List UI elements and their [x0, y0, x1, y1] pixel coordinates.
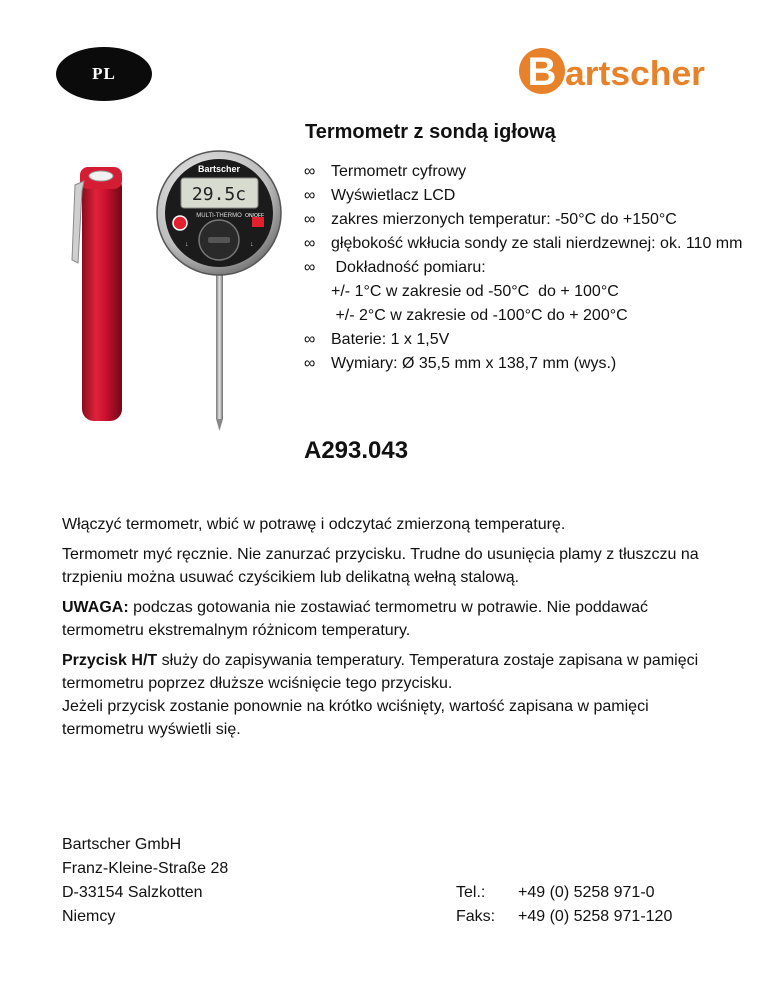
list-item: ∞ Dokładność pomiaru: +/- 1°C w zakresie od -50°C do + 100°C +/- 2°C w zakresie od -100°C do + 200°C: [304, 256, 744, 328]
country: Niemcy: [62, 908, 116, 925]
street: Franz-Kleine-Straße 28: [62, 860, 229, 877]
warning-paragraph: UWAGA: podczas gotowania nie zostawiać termometru w potrawie. Nie poddawać termometru ekstremalnym różnicom temperatury.: [62, 599, 649, 639]
device-button-label: ON/OFF: [245, 213, 264, 219]
instructions: [62, 513, 712, 748]
fax-row: [456, 905, 672, 929]
lcd-reading: 29.5c: [191, 184, 247, 205]
list-item: ∞ Wyświetlacz LCD: [304, 184, 744, 208]
feature-list: [304, 160, 744, 376]
fax-number: +49 (0) 5258 971-120: [518, 908, 673, 925]
device-model-label: MULTI-THERMO: [196, 213, 242, 219]
button-paragraph: Przycisk H/T służy do zapisywania temperatury. Temperatura zostaje zapisana w pamięci termometru poprzez dłuższe wciśnięcie tego przycisku.: [62, 652, 699, 692]
accuracy-line-1: +/- 1°C w zakresie od -50°C do + 100°C: [331, 283, 619, 300]
phone-label: Tel.:: [456, 884, 486, 901]
accuracy-line-2: +/- 2°C w zakresie od -100°C do + 200°C: [331, 307, 628, 324]
thermometer-illustration: [60, 145, 300, 445]
infinity-bullet-icon: ∞: [304, 331, 316, 348]
svg-text:artscher: artscher: [565, 55, 705, 93]
warning-label: UWAGA:: [62, 599, 129, 616]
product-title: Termometr z sondą igłową: [305, 121, 556, 143]
language-code: PL: [92, 64, 116, 83]
svg-text:↓: ↓: [250, 241, 254, 248]
infinity-bullet-icon: ∞: [304, 211, 316, 228]
svg-text:B: B: [527, 50, 557, 94]
infinity-bullet-icon: ∞: [304, 187, 316, 204]
phone-number: +49 (0) 5258 971-0: [518, 884, 655, 901]
fax-label: Faks:: [456, 908, 496, 925]
list-item: ∞ Termometr cyfrowy: [304, 160, 744, 184]
list-item: ∞ Baterie: 1 x 1,5V: [304, 328, 744, 352]
instruction-paragraph: Termometr myć ręcznie. Nie zanurzać przycisku. Trudne do usunięcia plamy z tłuszczu na trzpieniu można usuwać czyścikiem lub delikatną wełną stalową.: [62, 546, 699, 586]
instruction-paragraph: Jeżeli przycisk zostanie ponownie na krótko wciśnięty, wartość zapisana w pamięci termometru wyświetli się.: [62, 698, 649, 738]
device-brand-label: Bartscher: [197, 164, 241, 174]
phone-row: [456, 881, 672, 905]
infinity-bullet-icon: ∞: [304, 355, 316, 372]
probe-shaft: [216, 273, 223, 419]
protective-sleeve: [72, 167, 122, 421]
probe-tip: [216, 419, 223, 431]
language-badge: [56, 47, 152, 101]
product-code: A293.043: [304, 437, 409, 464]
svg-text:↓: ↓: [185, 241, 189, 248]
company-contact: [456, 881, 672, 929]
company-name: Bartscher GmbH: [62, 836, 182, 853]
thermometer-head: [157, 151, 281, 275]
infinity-bullet-icon: ∞: [304, 235, 316, 252]
company-address: [62, 833, 228, 929]
infinity-bullet-icon: ∞: [304, 163, 316, 180]
list-item: ∞ głębokość wkłucia sondy ze stali nierdzewnej: ok. 110 mm: [304, 232, 744, 256]
list-item: ∞ Wymiary: Ø 35,5 mm x 138,7 mm (wys.): [304, 352, 744, 376]
button-label: Przycisk H/T: [62, 652, 158, 669]
bartscher-logo: [518, 45, 708, 97]
city: D-33154 Salzkotten: [62, 884, 203, 901]
instruction-paragraph: Włączyć termometr, wbić w potrawę i odczytać zmierzoną temperaturę.: [62, 516, 566, 533]
list-item: ∞ zakres mierzonych temperatur: -50°C do +150°C: [304, 208, 744, 232]
infinity-bullet-icon: ∞: [304, 259, 316, 276]
